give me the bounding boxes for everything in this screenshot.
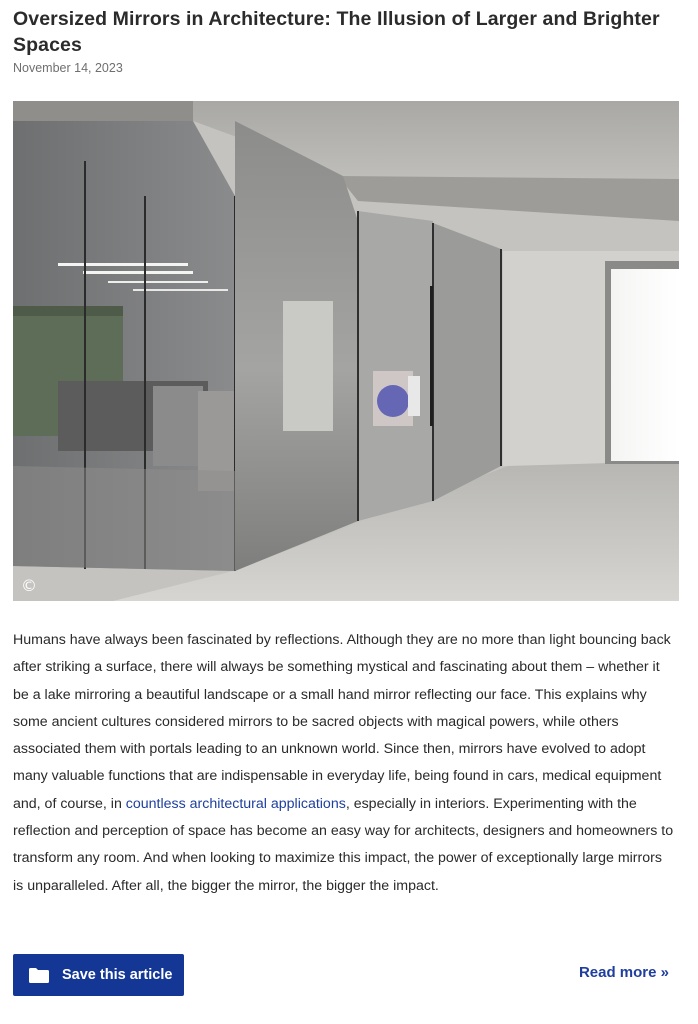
architectural-applications-link[interactable]: countless architectural applications: [125, 795, 346, 812]
folder-icon: [29, 968, 49, 983]
article-hero-image[interactable]: [13, 101, 679, 601]
save-article-button[interactable]: [13, 954, 184, 996]
copyright-icon: ©: [21, 576, 37, 595]
article-date: November 14, 2023: [13, 61, 123, 75]
body-text-part-2: , especially in interiors. Experimenting with the reflection and perception of space has become an easy way for architects, designers and homeowners to transform any room. And when looking to maximize this impact, the power of exceptionally large mirrors is unparalleled. After all, the bigger the mirror, the bigger the impact.: [13, 795, 674, 894]
body-text-part-1: Humans have always been fascinated by reflections. Although they are no more than light bouncing back after striking a surface, there will always be something mystical and fascinating about them – whether it be a lake mirroring a beautiful landscape or a small hand mirror reflecting our face. This explains why some ancient cultures considered mirrors to be sacred objects with magical powers, while others associated them with portals leading to an unknown world. Since then, mirrors have evolved to adopt many valuable functions that are indispensable in everyday life, being found in cars, medical equipment and, of course, in: [13, 632, 671, 812]
mirror-interior-photo: [13, 101, 679, 601]
article-title[interactable]: Oversized Mirrors in Architecture: The Illusion of Larger and Brighter Spaces: [13, 8, 660, 56]
read-more-link[interactable]: Read more »: [578, 964, 669, 981]
article-body: [13, 627, 675, 900]
save-button-label: Save this article: [62, 967, 173, 983]
